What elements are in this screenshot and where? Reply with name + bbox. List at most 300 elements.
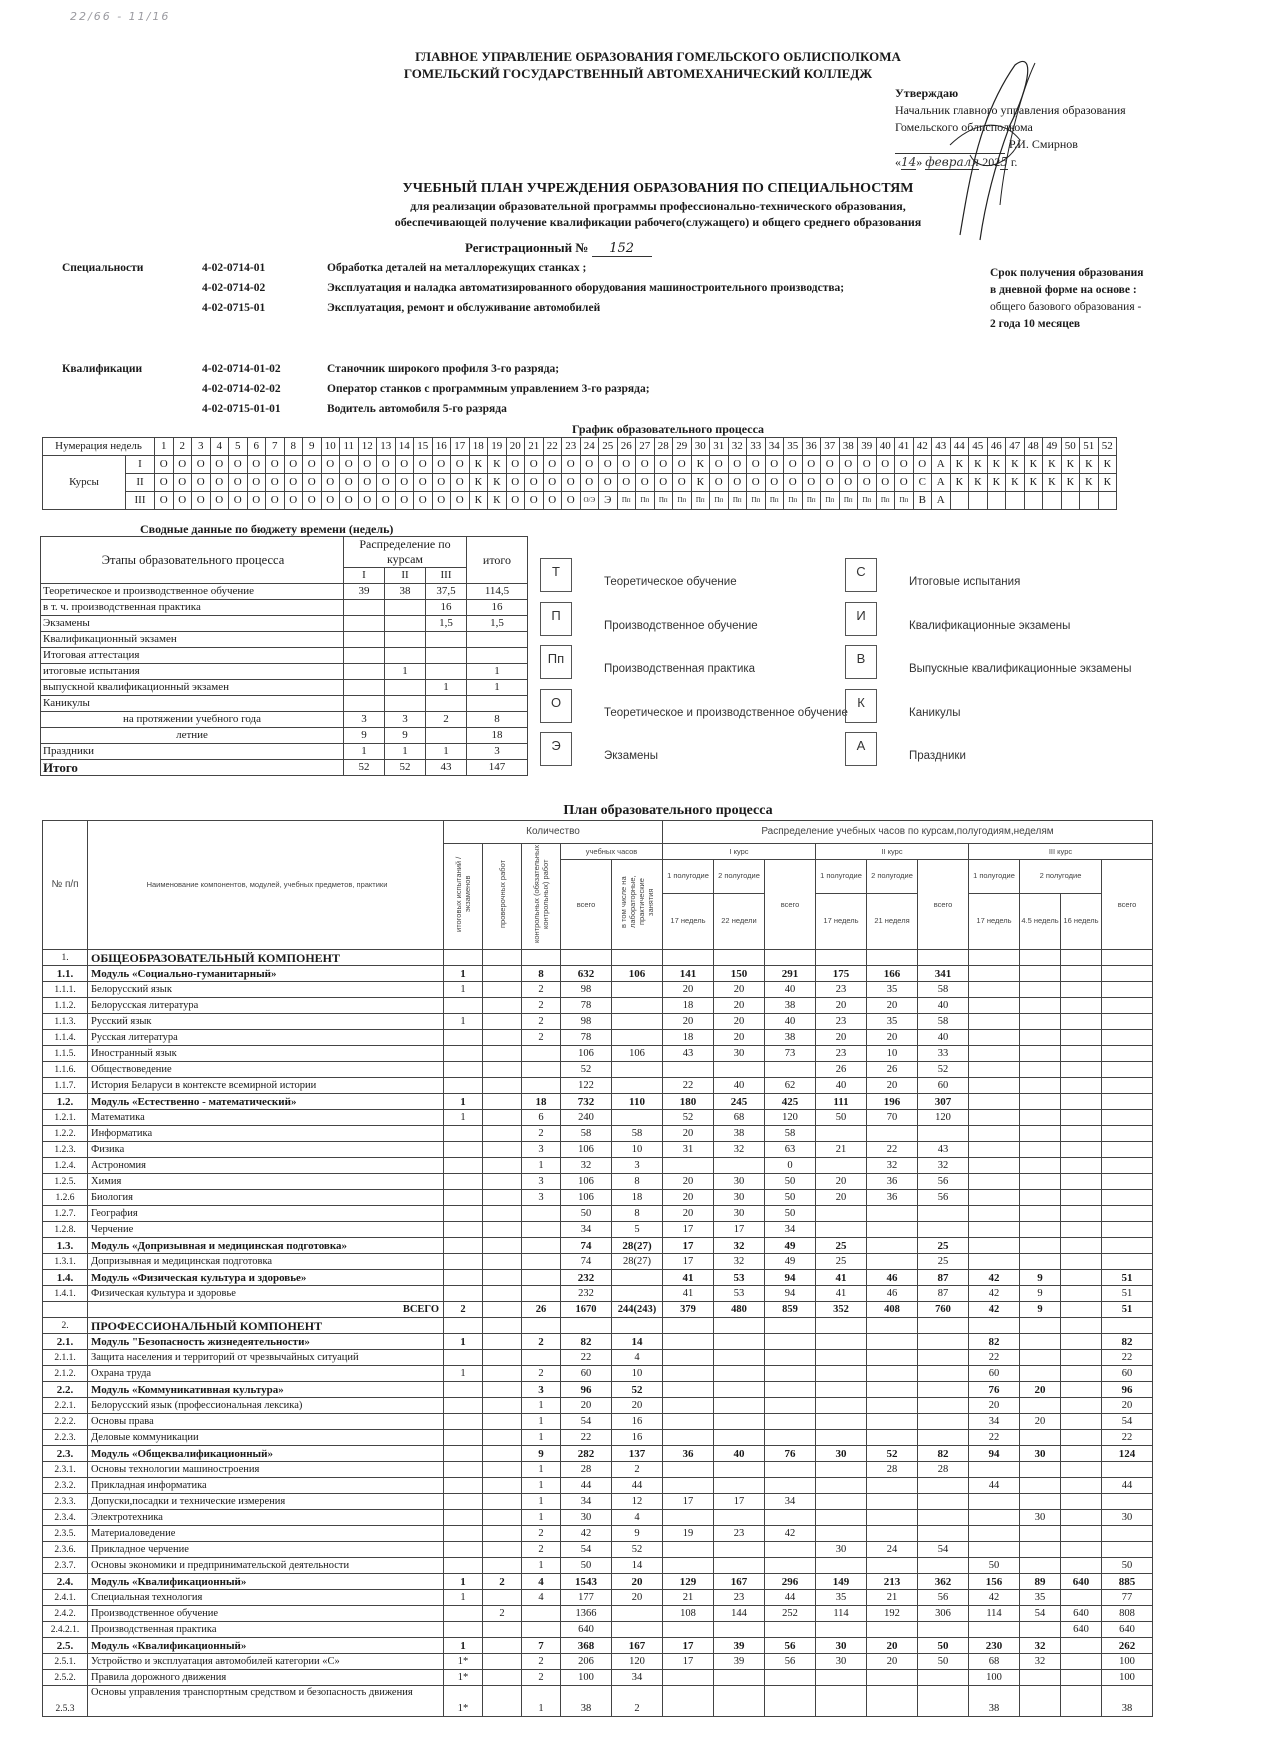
schedule-cell: Пп <box>802 492 821 510</box>
row-value <box>1061 1686 1102 1717</box>
subject-row <box>43 998 1153 1014</box>
budget-value: 9 <box>385 728 426 744</box>
row-value <box>918 1382 969 1398</box>
row-value <box>612 1078 663 1094</box>
row-value: 1 <box>522 1414 561 1430</box>
schedule-cell: О <box>673 474 692 492</box>
col-no-header: № п/п <box>43 821 88 950</box>
row-value <box>1020 1318 1061 1334</box>
row-name: Прикладная информатика <box>88 1478 444 1494</box>
subject-row <box>43 1494 1153 1510</box>
legend-text: Производственное обучение <box>604 619 758 632</box>
row-value: 53 <box>714 1270 765 1286</box>
row-value <box>1020 1062 1061 1078</box>
row-value <box>816 1206 867 1222</box>
row-value <box>1061 1558 1102 1574</box>
week-number: 33 <box>747 438 766 456</box>
row-number: 2. <box>43 1318 88 1334</box>
specialty-code: 4-02-0714-02 <box>202 282 266 294</box>
row-value: 149 <box>816 1574 867 1590</box>
row-value <box>444 1270 483 1286</box>
qualification-code: 4-02-0715-01-01 <box>202 403 281 415</box>
subject-row <box>43 1398 1153 1414</box>
schedule-cell: О <box>525 492 544 510</box>
row-value <box>765 1478 816 1494</box>
row-value: 1 <box>444 1638 483 1654</box>
week-number: 19 <box>488 438 507 456</box>
budget-value <box>426 696 467 712</box>
row-value: 33 <box>918 1046 969 1062</box>
row-value: 175 <box>816 966 867 982</box>
row-value: 58 <box>561 1126 612 1142</box>
row-value: 4 <box>612 1510 663 1526</box>
row-value: 32 <box>1020 1654 1061 1670</box>
row-value: 100 <box>1102 1654 1153 1670</box>
schedule-cell: О <box>266 474 285 492</box>
row-value <box>1061 1654 1102 1670</box>
row-value <box>444 1606 483 1622</box>
row-value <box>444 1030 483 1046</box>
row-value: 100 <box>969 1670 1020 1686</box>
row-value <box>612 1606 663 1622</box>
weeks-header: 17 недель <box>816 893 867 949</box>
row-value: 124 <box>1102 1446 1153 1462</box>
row-value <box>918 1430 969 1446</box>
row-value <box>867 1318 918 1334</box>
row-value: 1 <box>522 1430 561 1446</box>
specialty-code: 4-02-0714-01 <box>202 262 266 274</box>
qualification-name: Станочник широкого профиля 3-го разряда; <box>327 363 560 375</box>
schedule-cell: О <box>173 492 192 510</box>
row-value <box>1020 1190 1061 1206</box>
row-value <box>918 1334 969 1350</box>
row-value <box>867 1622 918 1638</box>
row-value <box>1102 1542 1153 1558</box>
schedule-cell: О <box>155 474 174 492</box>
row-value: 34 <box>612 1670 663 1686</box>
row-value <box>483 950 522 966</box>
row-number: 1.2.7. <box>43 1206 88 1222</box>
schedule-cell: О <box>580 474 599 492</box>
plan-title: План образовательного процесса <box>563 803 773 818</box>
row-value <box>663 1382 714 1398</box>
row-value <box>483 1030 522 1046</box>
budget-stage-label: Квалификационный экзамен <box>41 632 344 648</box>
approval-date: «14» февраля 2025 г. <box>895 155 1018 169</box>
row-value <box>816 1510 867 1526</box>
row-value <box>612 1014 663 1030</box>
row-value: 14 <box>612 1334 663 1350</box>
row-value <box>444 1462 483 1478</box>
subject-row <box>43 1158 1153 1174</box>
schedule-cell: Пп <box>784 492 803 510</box>
row-value: 0 <box>765 1158 816 1174</box>
subject-row <box>43 1414 1153 1430</box>
row-value <box>444 1142 483 1158</box>
schedule-cell: О <box>858 456 877 474</box>
row-value: 44 <box>969 1478 1020 1494</box>
schedule-cell: О <box>728 456 747 474</box>
subject-row <box>43 1366 1153 1382</box>
row-value: 368 <box>561 1638 612 1654</box>
row-value <box>1102 1494 1153 1510</box>
budget-stage-label: Итоговая аттестация <box>41 648 344 664</box>
row-value <box>483 982 522 998</box>
row-value: 2 <box>522 1654 561 1670</box>
row-value <box>765 1558 816 1574</box>
row-value: 1 <box>522 1478 561 1494</box>
row-value: 20 <box>867 1638 918 1654</box>
subject-row <box>43 1174 1153 1190</box>
row-value: 68 <box>969 1654 1020 1670</box>
schedule-cell: О <box>784 474 803 492</box>
row-value <box>1020 1030 1061 1046</box>
row-value <box>444 1526 483 1542</box>
schedule-cell: О <box>506 474 525 492</box>
budget-row <box>41 600 528 616</box>
budget-row <box>41 680 528 696</box>
row-value <box>612 1062 663 1078</box>
row-value <box>1061 966 1102 982</box>
row-value <box>483 1430 522 1446</box>
module-row <box>43 1446 1153 1462</box>
approval-month: февраля <box>925 155 980 169</box>
row-value: 30 <box>1102 1510 1153 1526</box>
row-value: 28(27) <box>612 1254 663 1270</box>
row-value <box>483 1382 522 1398</box>
subject-row <box>43 1142 1153 1158</box>
row-value: 82 <box>918 1446 969 1462</box>
row-number: 1.2.6 <box>43 1190 88 1206</box>
row-value: 35 <box>867 1014 918 1030</box>
row-value: 76 <box>969 1382 1020 1398</box>
row-value: 20 <box>816 998 867 1014</box>
budget-stage-label: итоговые испытания <box>41 664 344 680</box>
row-value: 43 <box>918 1142 969 1158</box>
row-value <box>1061 1638 1102 1654</box>
row-value: 51 <box>1102 1302 1153 1318</box>
row-value <box>1061 1014 1102 1030</box>
row-value: 1 <box>444 1334 483 1350</box>
week-number: 52 <box>1098 438 1117 456</box>
row-value <box>444 1542 483 1558</box>
schedule-cell <box>987 492 1006 510</box>
row-value <box>867 1414 918 1430</box>
row-value: 2 <box>522 1014 561 1030</box>
row-value <box>1102 1110 1153 1126</box>
week-number: 27 <box>636 438 655 456</box>
weeks-header: 16 недель <box>1061 893 1102 949</box>
row-value <box>483 1318 522 1334</box>
row-value: 68 <box>714 1110 765 1126</box>
budget-row <box>41 616 528 632</box>
specialty-row <box>62 260 844 280</box>
row-value <box>444 1254 483 1270</box>
row-value: 96 <box>1102 1382 1153 1398</box>
row-value: 3 <box>522 1142 561 1158</box>
row-value <box>816 1398 867 1414</box>
row-value: 1 <box>522 1398 561 1414</box>
row-value: 32 <box>867 1158 918 1174</box>
row-value <box>444 1222 483 1238</box>
budget-value: 3 <box>344 712 385 728</box>
row-value: 20 <box>714 1030 765 1046</box>
row-value: 25 <box>918 1238 969 1254</box>
row-value: 44 <box>765 1590 816 1606</box>
row-value <box>816 1622 867 1638</box>
schedule-cell <box>1024 492 1043 510</box>
budget-value <box>385 632 426 648</box>
row-value <box>969 1542 1020 1558</box>
subject-row <box>43 1046 1153 1062</box>
row-value <box>969 950 1020 966</box>
row-value <box>816 1414 867 1430</box>
week-number-row <box>43 438 1117 456</box>
org-line-2: ГОМЕЛЬСКИЙ ГОСУДАРСТВЕННЫЙ АВТОМЕХАНИЧЕСКИЙ КОЛЛЕДЖ <box>403 66 873 81</box>
row-number: 1.2.5. <box>43 1174 88 1190</box>
row-value <box>612 1110 663 1126</box>
qualifications-label: Квалификации <box>62 363 143 375</box>
subject-row <box>43 1558 1153 1574</box>
schedule-cell: О <box>876 474 895 492</box>
row-value: 1543 <box>561 1574 612 1590</box>
legend-text: Производственная практика <box>604 663 756 675</box>
row-value <box>969 1622 1020 1638</box>
budget-value: 52 <box>344 760 385 776</box>
row-value: 50 <box>765 1190 816 1206</box>
schedule-cell: Пп <box>876 492 895 510</box>
row-value <box>483 1510 522 1526</box>
row-value: 87 <box>918 1286 969 1302</box>
row-name: Белорусская литература <box>88 998 444 1014</box>
row-value: 31 <box>663 1142 714 1158</box>
half-header: 2 полугодие <box>867 860 918 894</box>
budget-value: 9 <box>344 728 385 744</box>
row-value: 63 <box>765 1142 816 1158</box>
col-quantity-header: Количество <box>444 821 663 844</box>
week-number: 47 <box>1006 438 1025 456</box>
schedule-cell: О <box>432 474 451 492</box>
row-value: 96 <box>561 1382 612 1398</box>
subject-row <box>43 1430 1153 1446</box>
row-number: 1.3.1. <box>43 1254 88 1270</box>
budget-stage-label: Теоретическое и производственное обучение <box>41 584 344 600</box>
row-name: Основы управления транспортным средством и безопасность движения <box>88 1686 444 1717</box>
budget-total-header: итого <box>467 537 528 584</box>
row-value: 41 <box>663 1286 714 1302</box>
row-value: 52 <box>663 1110 714 1126</box>
row-value <box>1020 1478 1061 1494</box>
row-value: 196 <box>867 1094 918 1110</box>
weeks-header: 17 недель <box>969 893 1020 949</box>
legend-code-box: К <box>845 689 877 723</box>
row-name: Материаловедение <box>88 1526 444 1542</box>
schedule-cell: К <box>469 474 488 492</box>
row-value <box>1020 1526 1061 1542</box>
row-value: 640 <box>1061 1622 1102 1638</box>
budget-stage-label: Экзамены <box>41 616 344 632</box>
legend-text: Экзамены <box>604 750 659 762</box>
schedule-cell: Пп <box>747 492 766 510</box>
row-value: 108 <box>663 1606 714 1622</box>
budget-row <box>41 648 528 664</box>
row-value <box>1020 1174 1061 1190</box>
course-2-header: II курс <box>816 844 969 860</box>
subject-row <box>43 1190 1153 1206</box>
row-number: 2.3. <box>43 1446 88 1462</box>
row-value <box>663 950 714 966</box>
row-number: 1.1.4. <box>43 1030 88 1046</box>
row-value: 40 <box>714 1078 765 1094</box>
row-value <box>1020 1542 1061 1558</box>
legend-item <box>845 602 1225 642</box>
schedule-cell: Э <box>599 492 618 510</box>
row-value: 50 <box>765 1174 816 1190</box>
schedule-cell: О <box>284 474 303 492</box>
handwritten-note: 22/66 - 11/16 <box>70 10 171 23</box>
row-value <box>444 1062 483 1078</box>
row-value: 3 <box>522 1382 561 1398</box>
module-row <box>43 966 1153 982</box>
row-value: 1* <box>444 1654 483 1670</box>
row-value <box>522 1078 561 1094</box>
week-number: 42 <box>913 438 932 456</box>
row-value <box>522 1238 561 1254</box>
row-name: Русский язык <box>88 1014 444 1030</box>
legend-item <box>845 645 1225 685</box>
module-row <box>43 1574 1153 1590</box>
row-value: 41 <box>663 1270 714 1286</box>
approval-day: 14 <box>901 155 917 169</box>
row-value <box>483 1094 522 1110</box>
budget-total: 1 <box>467 680 528 696</box>
term-line: общего базового образования - <box>990 301 1142 313</box>
row-value <box>522 1270 561 1286</box>
row-value: 262 <box>1102 1638 1153 1654</box>
row-value <box>1020 1398 1061 1414</box>
row-value: 2 <box>522 1526 561 1542</box>
row-number: 2.2. <box>43 1382 88 1398</box>
row-value: 73 <box>765 1046 816 1062</box>
row-value <box>663 1334 714 1350</box>
row-value <box>1102 1254 1153 1270</box>
row-value <box>444 1238 483 1254</box>
row-value: 20 <box>816 1190 867 1206</box>
legend-text: Квалификационные экзамены <box>909 619 1071 632</box>
row-value <box>1061 1254 1102 1270</box>
row-value <box>714 950 765 966</box>
row-value: 640 <box>1061 1606 1102 1622</box>
row-value: 20 <box>816 1030 867 1046</box>
row-value: 22 <box>1102 1430 1153 1446</box>
week-number: 26 <box>617 438 636 456</box>
half-header: 1 полугодие <box>969 860 1020 894</box>
weeks-header: 21 неделя <box>867 893 918 949</box>
approval-year-suffix: 5 <box>1000 155 1008 169</box>
schedule-cell <box>950 492 969 510</box>
row-value: 100 <box>561 1670 612 1686</box>
row-number: 2.3.4. <box>43 1510 88 1526</box>
schedule-cell: О <box>340 456 359 474</box>
course-number: III <box>126 492 155 510</box>
row-value: 26 <box>867 1062 918 1078</box>
row-value: 1 <box>444 1590 483 1606</box>
schedule-cell: О <box>210 492 229 510</box>
row-value: 35 <box>867 982 918 998</box>
row-value: 8 <box>612 1174 663 1190</box>
row-value <box>867 1430 918 1446</box>
row-value <box>1061 982 1102 998</box>
budget-stage-label: Итого <box>41 760 344 776</box>
schedule-cell: О <box>432 456 451 474</box>
row-value <box>663 1542 714 1558</box>
row-value <box>816 1494 867 1510</box>
row-number: 2.2.1. <box>43 1398 88 1414</box>
week-number: 15 <box>414 438 433 456</box>
schedule-cell: О <box>210 474 229 492</box>
module-row <box>43 1270 1153 1286</box>
row-value <box>816 1366 867 1382</box>
row-value: 230 <box>969 1638 1020 1654</box>
row-value: 12 <box>612 1494 663 1510</box>
budget-row <box>41 760 528 776</box>
row-value: 20 <box>663 1206 714 1222</box>
row-value <box>1061 1158 1102 1174</box>
schedule-cell: О <box>673 456 692 474</box>
row-value: 2 <box>612 1462 663 1478</box>
row-value <box>969 966 1020 982</box>
subject-row <box>43 1222 1153 1238</box>
schedule-cell: О <box>192 456 211 474</box>
schedule-cell: О <box>303 474 322 492</box>
schedule-cell: О <box>284 492 303 510</box>
row-value <box>483 1174 522 1190</box>
row-value <box>969 1318 1020 1334</box>
organization-header <box>0 48 1276 82</box>
row-value: 58 <box>612 1126 663 1142</box>
legend-code-box: О <box>540 689 572 723</box>
half-header: 1 полугодие <box>663 860 714 894</box>
week-number: 38 <box>839 438 858 456</box>
schedule-cell: Пп <box>710 492 729 510</box>
row-value: 54 <box>561 1542 612 1558</box>
budget-value: 3 <box>385 712 426 728</box>
schedule-cell: Пп <box>673 492 692 510</box>
row-value: 52 <box>867 1446 918 1462</box>
row-value: 808 <box>1102 1606 1153 1622</box>
budget-value <box>344 696 385 712</box>
schedule-cell: О <box>636 456 655 474</box>
week-number: 3 <box>192 438 211 456</box>
row-name: Обществоведение <box>88 1062 444 1078</box>
row-value <box>969 1510 1020 1526</box>
row-value: 1 <box>444 1574 483 1590</box>
row-value <box>1061 1222 1102 1238</box>
budget-total <box>467 696 528 712</box>
row-value: 98 <box>561 1014 612 1030</box>
week-number: 12 <box>358 438 377 456</box>
row-value: 17 <box>663 1654 714 1670</box>
legend-text: Праздники <box>909 750 966 762</box>
row-name: Основы права <box>88 1414 444 1430</box>
row-value: 32 <box>714 1142 765 1158</box>
row-value <box>444 1046 483 1062</box>
row-value: 282 <box>561 1446 612 1462</box>
row-value: 106 <box>561 1046 612 1062</box>
budget-total <box>467 648 528 664</box>
row-value <box>918 1670 969 1686</box>
row-value <box>867 1686 918 1717</box>
